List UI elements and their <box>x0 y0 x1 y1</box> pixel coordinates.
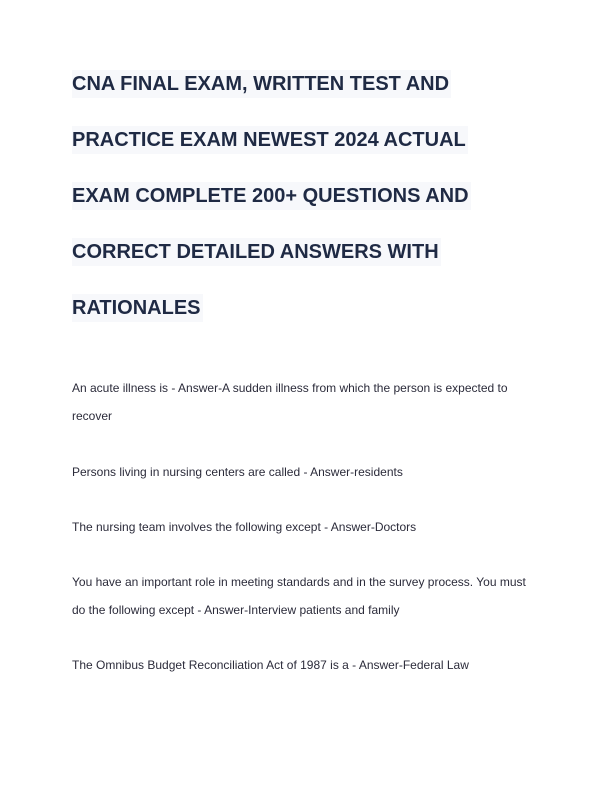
qa-item-acute-illness: An acute illness is - Answer-A sudden illness from which the person is expected to recover <box>72 381 508 423</box>
title-line-4: CORRECT DETAILED ANSWERS WITH <box>72 238 441 266</box>
title-line-2: PRACTICE EXAM NEWEST 2024 ACTUAL <box>72 126 468 154</box>
title-line-5: RATIONALES <box>72 294 203 322</box>
qa-item-omnibus-act: The Omnibus Budget Reconciliation Act of 1987 is a - Answer-Federal Law <box>72 658 469 672</box>
qa-item-nursing-team: The nursing team involves the following except - Answer-Doctors <box>72 520 417 534</box>
document-title <box>72 70 542 350</box>
qa-item-nursing-centers: Persons living in nursing centers are called - Answer-residents <box>72 465 403 479</box>
title-line-1: CNA FINAL EXAM, WRITTEN TEST AND <box>72 70 451 98</box>
qa-item-standards-survey: You have an important role in meeting standards and in the survey process. You must do the following except - Answer-Interview patients and family <box>72 575 526 617</box>
title-line-3: EXAM COMPLETE 200+ QUESTIONS AND <box>72 182 471 210</box>
